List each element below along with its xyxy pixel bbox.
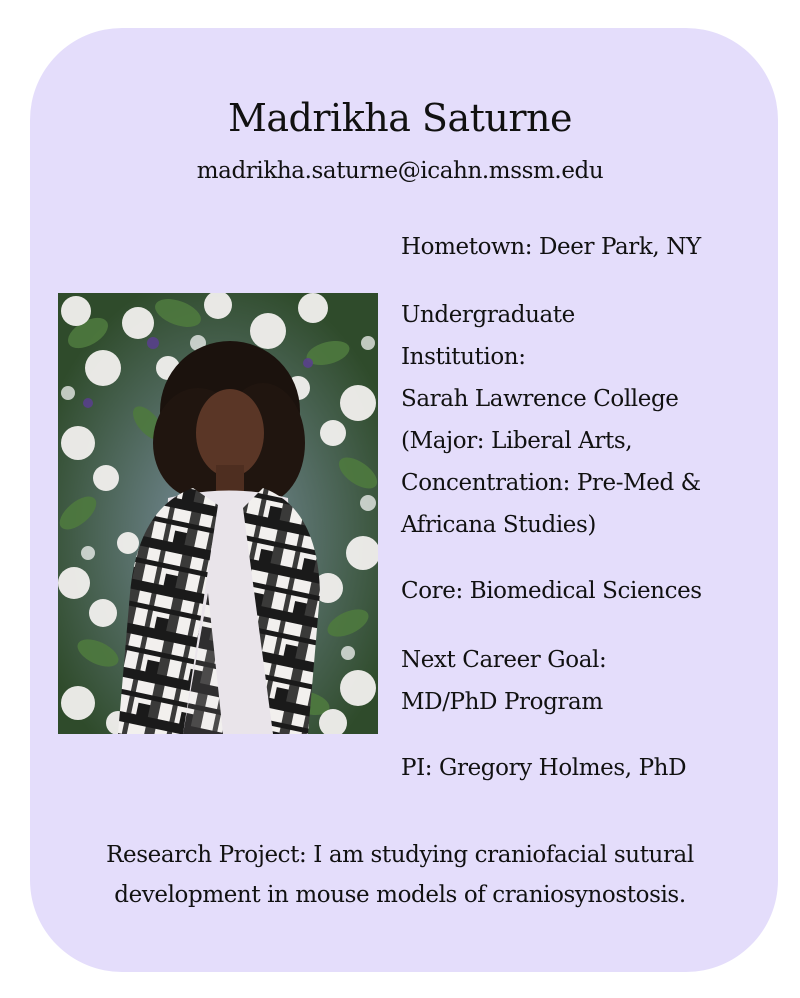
core-text: Core: Biomedical Sciences bbox=[401, 578, 702, 604]
undergraduate-section bbox=[401, 294, 701, 546]
profile-photo bbox=[58, 293, 378, 734]
pi-text: PI: Gregory Holmes, PhD bbox=[401, 755, 687, 781]
profile-email: madrikha.saturne@icahn.mssm.edu bbox=[196, 158, 604, 184]
undergraduate-line: Undergraduate bbox=[401, 302, 575, 328]
undergraduate-line: Africana Studies) bbox=[401, 512, 596, 538]
undergraduate-line: (Major: Liberal Arts, bbox=[401, 428, 633, 454]
career-goal-line: MD/PhD Program bbox=[401, 689, 603, 715]
profile-photo-illustration bbox=[58, 293, 378, 734]
career-goal-section bbox=[401, 639, 606, 723]
profile-name: Madrikha Saturne bbox=[227, 96, 572, 140]
career-goal-line: Next Career Goal: bbox=[401, 647, 607, 673]
hometown-text: Hometown: Deer Park, NY bbox=[401, 234, 701, 260]
undergraduate-line: Institution: bbox=[401, 344, 526, 370]
research-line: Research Project: I am studying craniofacial sutural bbox=[106, 842, 694, 868]
research-line: development in mouse models of craniosynostosis. bbox=[114, 882, 686, 908]
undergraduate-line: Sarah Lawrence College bbox=[401, 386, 679, 412]
research-project bbox=[0, 835, 800, 915]
undergraduate-line: Concentration: Pre-Med & bbox=[401, 470, 701, 496]
